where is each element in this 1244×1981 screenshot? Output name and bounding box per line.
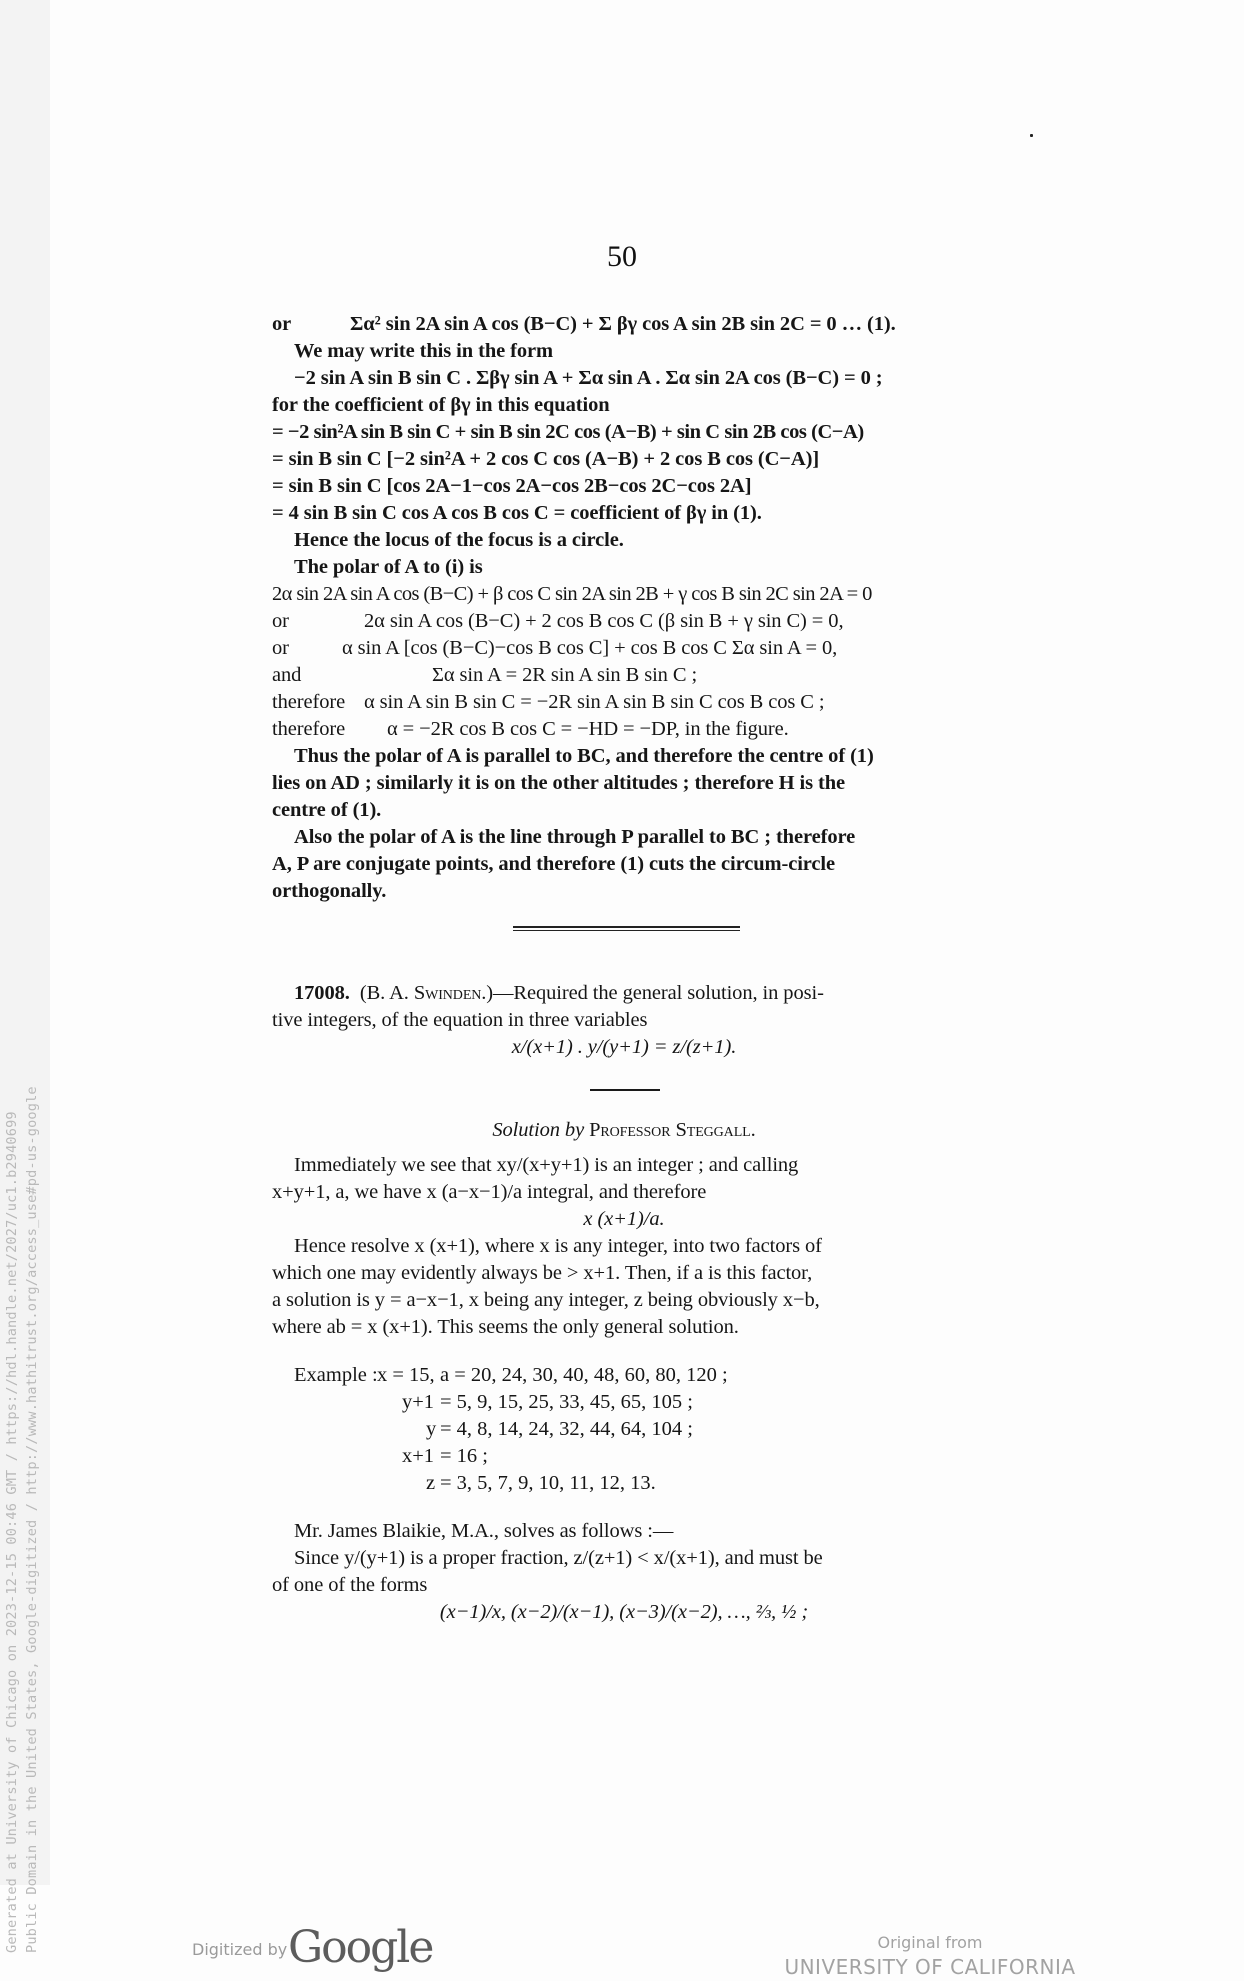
derivation-block <box>272 311 976 905</box>
eq-line-7: = sin B sin C [cos 2A−1−cos 2A−cos 2B−cos 2C−cos 2A] <box>272 475 752 497</box>
question-line-2: tive integers, of the equation in three variables <box>272 1009 648 1031</box>
question-equation: x/(x+1) . y/(y+1) = z/(z+1). <box>511 1036 737 1058</box>
para1-line-1: Thus the polar of A is parallel to BC, and therefore the centre of (1) <box>294 745 874 767</box>
scan-speck <box>1030 134 1033 137</box>
eq-line-14: and Σα sin A = 2R sin A sin B sin C ; <box>272 664 698 686</box>
watermark-line-2: Public Domain in the United States, Google-digitized / http://www.hathitrust.org/access_use#pd-us-google <box>24 1086 40 1953</box>
example-row-2: y+1 = 5, 9, 15, 25, 33, 45, 65, 105 ; <box>402 1391 694 1413</box>
solution-body <box>272 1152 976 1341</box>
section-divider-double <box>513 926 740 931</box>
solution-heading: Solution by Professor Steggall. <box>492 1119 756 1141</box>
example-row-4: x+1 = 16 ; <box>402 1445 489 1467</box>
blaikie-line-2: of one of the forms <box>272 1574 428 1596</box>
example-row-5: z = 3, 5, 7, 9, 10, 11, 12, 13. <box>426 1472 656 1494</box>
eq-line-13: or α sin A [cos (B−C)−cos B cos C] + cos B cos C Σα sin A = 0, <box>272 637 838 659</box>
blaikie-line-1: Since y/(y+1) is a proper fraction, z/(z+1) < x/(x+1), and must be <box>294 1547 823 1569</box>
question-block <box>272 980 976 1061</box>
eq-line-11: 2α sin 2A sin A cos (B−C) + β cos C sin 2A sin 2B + γ cos B sin 2C sin 2A = 0 <box>272 583 872 605</box>
para2-line-1: Also the polar of A is the line through P parallel to BC ; therefore <box>294 826 856 848</box>
question-line-1: 17008. (B. A. Swinden.)—Required the general solution, in posi- <box>294 982 824 1004</box>
original-from-label: Original from <box>877 1933 983 1952</box>
question-proposer: (B. A. Swinden.) <box>359 982 494 1004</box>
eq-line-15: therefore α sin A sin B sin C = −2R sin A sin B sin C cos B cos C ; <box>272 691 825 713</box>
example-row-1: Example : x = 15, a = 20, 24, 30, 40, 48, 60, 80, 120 ; <box>272 1362 976 1389</box>
solution-para2-line-1: Hence resolve x (x+1), where x is any integer, into two factors of <box>294 1235 822 1257</box>
example-row-3: y = 4, 8, 14, 24, 32, 44, 64, 104 ; <box>426 1418 694 1440</box>
solution-block <box>272 1117 976 1144</box>
example-label: Example : <box>294 1364 378 1386</box>
blaikie-forms: (x−1)/x, (x−2)/(x−1), (x−3)/(x−2), …, ⅔, ½ ; <box>439 1601 809 1623</box>
solution-para2-line-3: a solution is y = a−x−1, x being any integer, z being obviously x−b, <box>272 1289 820 1311</box>
digitized-by-label: Digitized by <box>192 1940 288 1959</box>
solution-para1-line-2: x+y+1, a, we have x (a−x−1)/a integral, and therefore <box>272 1181 707 1203</box>
eq-line-3: −2 sin A sin B sin C . Σβγ sin A + Σα sin A . Σα sin 2A cos (B−C) = 0 ; <box>294 367 883 389</box>
eq-line-4: for the coefficient of βγ in this equation <box>272 394 610 416</box>
question-number: 17008. <box>294 982 350 1004</box>
example-block <box>272 1362 976 1497</box>
eq-line-6: = sin B sin C [−2 sin²A + 2 cos C cos (A−B) + 2 cos B cos (C−A)] <box>272 448 820 470</box>
para2-line-3: orthogonally. <box>272 880 387 902</box>
solution-para2-line-2: which one may evidently always be > x+1. Then, if a is this factor, <box>272 1262 813 1284</box>
para1-line-3: centre of (1). <box>272 799 382 821</box>
blaikie-block <box>272 1518 976 1626</box>
eq-line-12: or 2α sin A cos (B−C) + 2 cos B cos C (β sin B + γ sin C) = 0, <box>272 610 844 632</box>
watermark-line-1: Generated at University of Chicago on 2023-12-15 00:46 GMT / https://hdl.handle.net/2027/uc1.b2940699 <box>4 1111 20 1953</box>
solution-centered-expr: x (x+1)/a. <box>583 1208 665 1230</box>
eq-line-2: We may write this in the form <box>294 340 553 362</box>
solution-para1-line-1: Immediately we see that xy/(x+y+1) is an integer ; and calling <box>294 1154 799 1176</box>
solution-para2-line-4: where ab = x (x+1). This seems the only general solution. <box>272 1316 739 1338</box>
eq-line-16: therefore α = −2R cos B cos C = −HD = −DP, in the figure. <box>272 718 789 740</box>
eq-line-9: Hence the locus of the focus is a circle. <box>294 529 624 551</box>
para2-line-2: A, P are conjugate points, and therefore (1) cuts the circum-circle <box>272 853 836 875</box>
para1-line-2: lies on AD ; similarly it is on the other altitudes ; therefore H is the <box>272 772 846 794</box>
university-label: UNIVERSITY OF CALIFORNIA <box>784 1955 1076 1979</box>
eq-line-1: or Σα² sin 2A sin A cos (B−C) + Σ βγ cos A sin 2B sin 2C = 0 … (1). <box>272 313 896 335</box>
eq-line-8: = 4 sin B sin C cos A cos B cos C = coefficient of βγ in (1). <box>272 502 762 524</box>
page-number: 50 <box>607 240 637 273</box>
blaikie-intro: Mr. James Blaikie, M.A., solves as follows :— <box>294 1520 674 1542</box>
section-divider-short <box>590 1089 660 1091</box>
eq-line-10: The polar of A to (i) is <box>294 556 483 578</box>
eq-line-5: = −2 sin²A sin B sin C + sin B sin 2C cos (A−B) + sin C sin 2B cos (C−A) <box>272 421 864 443</box>
google-logo: Google <box>288 1922 433 1973</box>
